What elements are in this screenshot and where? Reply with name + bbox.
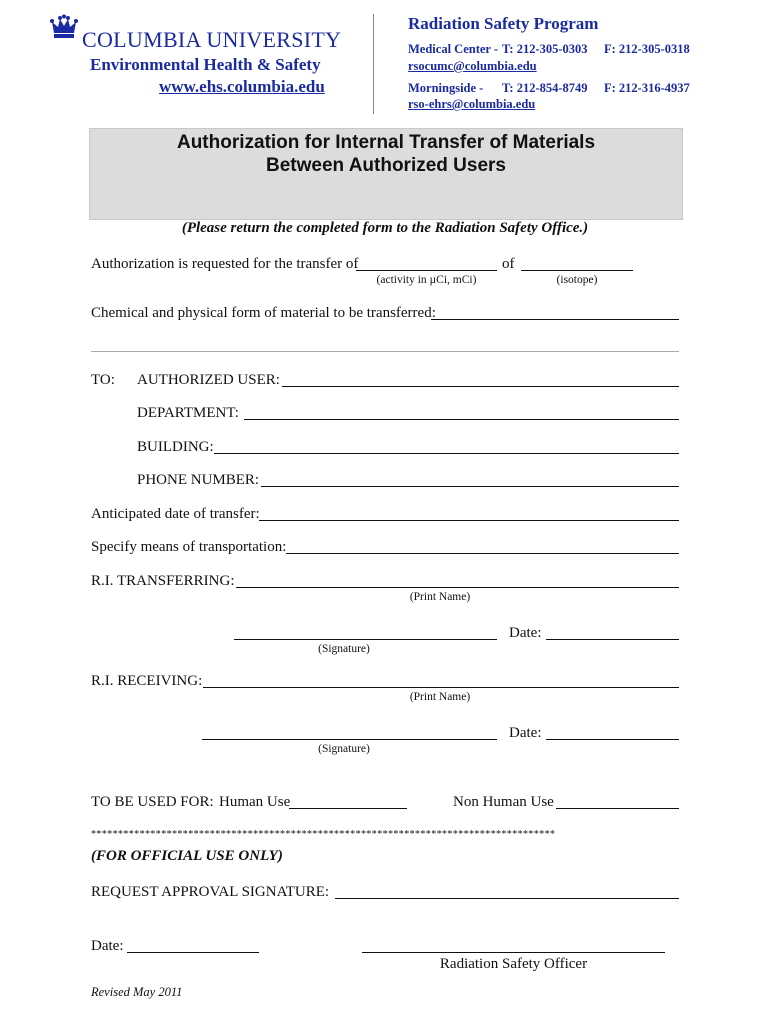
- building-label: BUILDING:: [137, 439, 214, 455]
- ri-receiving-signature-caption: (Signature): [318, 743, 370, 755]
- transport-field[interactable]: [286, 553, 679, 554]
- medical-center-fax: F: 212-305-0318: [604, 42, 690, 56]
- chemical-form-label: Chemical and physical form of material to be transferred:: [91, 305, 436, 321]
- transport-label: Specify means of transportation:: [91, 539, 287, 555]
- human-use-label: Human Use: [219, 794, 291, 810]
- ri-receiving-name-field[interactable]: [203, 687, 679, 688]
- human-use-field[interactable]: [289, 808, 407, 809]
- activity-field[interactable]: [356, 270, 497, 271]
- to-label: TO:: [91, 372, 115, 388]
- non-human-use-label: Non Human Use: [453, 794, 554, 810]
- department-field[interactable]: [244, 419, 679, 420]
- chemical-form-field[interactable]: [431, 319, 679, 320]
- website-link[interactable]: www.ehs.columbia.edu: [159, 77, 325, 96]
- authorized-user-field[interactable]: [282, 386, 679, 387]
- morningside-phone: T: 212-854-8749: [502, 81, 588, 95]
- non-human-use-field[interactable]: [556, 808, 679, 809]
- revised-date: Revised May 2011: [91, 985, 183, 999]
- ri-transferring-name-field[interactable]: [236, 587, 679, 588]
- form-title-line2: Between Authorized Users: [265, 155, 506, 176]
- phone-field[interactable]: [261, 486, 679, 487]
- department-name: Environmental Health & Safety: [90, 55, 321, 74]
- ri-transferring-date-label: Date:: [509, 625, 542, 641]
- ri-receiving-date-label: Date:: [509, 725, 542, 741]
- authorized-user-label: AUTHORIZED USER:: [137, 372, 280, 388]
- official-date-label: Date:: [91, 938, 124, 954]
- program-title: Radiation Safety Program: [408, 14, 599, 33]
- ri-transferring-signature-caption: (Signature): [318, 643, 370, 655]
- anticipated-date-field[interactable]: [259, 520, 679, 521]
- isotope-field[interactable]: [521, 270, 633, 271]
- ri-receiving-label: R.I. RECEIVING:: [91, 673, 203, 689]
- chemical-form-field-line2[interactable]: [91, 351, 679, 352]
- transfer-request-label: Authorization is requested for the transfer of: [91, 256, 359, 272]
- medical-center-label: Medical Center -: [408, 42, 499, 56]
- ri-receiving-print-name-caption: (Print Name): [409, 691, 471, 703]
- ri-transferring-label: R.I. TRANSFERRING:: [91, 573, 235, 589]
- ri-receiving-signature-field[interactable]: [202, 739, 497, 740]
- crown-icon: [50, 14, 78, 42]
- header-divider: [373, 14, 374, 114]
- morningside-fax: F: 212-316-4937: [604, 81, 690, 95]
- official-separator: **************************************************************************************: [91, 829, 556, 840]
- official-use-heading: (FOR OFFICIAL USE ONLY): [91, 848, 283, 864]
- used-for-label: TO BE USED FOR:: [91, 794, 214, 810]
- ri-transferring-date-field[interactable]: [546, 639, 679, 640]
- university-name: COLUMBIA UNIVERSITY: [82, 27, 342, 52]
- morningside-email[interactable]: rso-ehrs@columbia.edu: [408, 97, 536, 111]
- ri-transferring-signature-field[interactable]: [234, 639, 497, 640]
- activity-caption: (activity in µCi, mCi): [376, 274, 477, 286]
- rso-signature-field[interactable]: [362, 952, 665, 953]
- instruction-text: (Please return the completed form to the Radiation Safety Office.): [181, 220, 589, 236]
- form-title-line1: Authorization for Internal Transfer of Materials: [176, 132, 596, 153]
- approval-signature-field[interactable]: [335, 898, 679, 899]
- medical-center-phone: T: 212-305-0303: [502, 42, 588, 56]
- official-date-field[interactable]: [127, 952, 259, 953]
- morningside-label: Morningside -: [408, 81, 484, 95]
- department-label: DEPARTMENT:: [137, 405, 239, 421]
- anticipated-date-label: Anticipated date of transfer:: [91, 506, 260, 522]
- rso-caption: Radiation Safety Officer: [439, 956, 588, 972]
- of-label: of: [502, 256, 515, 272]
- phone-label: PHONE NUMBER:: [137, 472, 260, 488]
- form-title-banner: [89, 128, 683, 220]
- isotope-caption: (isotope): [556, 274, 598, 286]
- ri-transferring-print-name-caption: (Print Name): [409, 591, 471, 603]
- approval-signature-label: REQUEST APPROVAL SIGNATURE:: [91, 884, 330, 900]
- ri-receiving-date-field[interactable]: [546, 739, 679, 740]
- medical-center-email[interactable]: rsocumc@columbia.edu: [408, 59, 537, 73]
- building-field[interactable]: [214, 453, 679, 454]
